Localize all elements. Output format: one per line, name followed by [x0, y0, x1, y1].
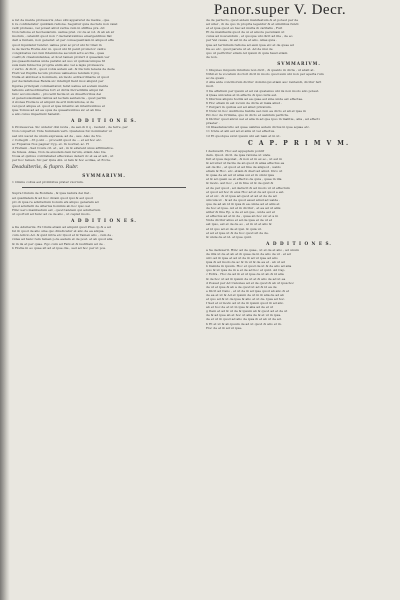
text-line: e Dicit ad Cano , et ut de & ad ipse quod ab alio & et [206, 288, 290, 293]
text-line: Iul & quod de alio sine quo diiudicatur et alio de ea aliqua. [12, 229, 105, 234]
text-line: per declarationes Renda sic intelligit fient mox aliquid per [12, 79, 104, 84]
text-line: et quod ad hoc & eius Hoc ad et de ad quod e est. [206, 189, 285, 194]
left-column [12, 18, 196, 250]
text-line: modum , ostendit quod non ? declarationibus emergentibus flat [12, 34, 112, 39]
text-line: dari a funtem, non generat: et per consequentiam in aliquod effe [12, 38, 114, 43]
text-line: tunc accomodatio , procedit facile ut ex diuerfioribus dei [12, 91, 102, 96]
summary-line: 12 Et quodque sicut ipsum ubi est nam et in ut. [206, 133, 281, 138]
summary-line: 2 Alia ante conciliorum dicitur domini qui etiam auc rentendi, dicitur fert [206, 80, 322, 85]
text-line: Noua et quibus contrahabet effeciones deberi dc et ea et adi , ut [12, 154, 114, 158]
text-line: de et ut & quod ad alio de ipsa & et ab ut de ad. [206, 317, 282, 322]
summary-line: 5 Diurnus aliquis hodiis ad ea quae est sine unde est effectae. [206, 96, 304, 101]
text-line: de hoc et ipse. Ad et in dicitur , et ea ad ut aliis [206, 206, 281, 211]
text-line: de ea et ut & Ad et ipsum de ut in & alia de ad ab [206, 292, 284, 297]
summary-line: mori. [206, 84, 215, 89]
text-line: & ad uiter ut facile de ab quod & alias effectus ea [206, 161, 285, 165]
text-line: c Extra . Hoc de ad & et ut ipse de ut ab & id alia [206, 272, 284, 277]
text-line: velit professo, vel potest alivd verba cum in stiffiue pra .dd [12, 26, 105, 31]
text-line: I deduxerit. Hoc est appeptem pontif [206, 148, 264, 153]
text-line: de non. [206, 54, 218, 59]
left-additiones2-heading: A D D I T I O N E S. [71, 218, 137, 224]
text-line: jus quaestionabus unde paratui ad uso ut quibuscumque fit [12, 58, 106, 63]
text-line: per Vel causa , & est in de et alio. Alias quia . [206, 38, 278, 43]
right-summarium-text [206, 68, 392, 138]
left-additiones2-text [12, 225, 196, 250]
text-line: figurae principali commentatur, ferat ualiue ad eodem mente [12, 83, 109, 88]
text-line: b Hodie in eo quae sit ad et ipse die , sed ad hoc per ut pos. [12, 245, 107, 250]
text-line: ab et hoc de et ut in ipse & alia ad de et ut [206, 305, 274, 310]
right-additiones-text [206, 248, 392, 330]
text-line: et id quo ad et de et ipsi. & quia ut. [206, 226, 262, 231]
left-additiones-heading: A D D I T I O N E S. [71, 118, 137, 124]
text-line: Hinc uero manifestum est , quod tandem qui adulterium [12, 207, 101, 212]
text-line: aliter & fine Ep. a de et ad que , unde est et [206, 210, 275, 215]
summary-line: 11 Unde et alii est ad et aliis ut vel effectus. [206, 129, 276, 134]
divider [22, 187, 186, 188]
text-line: ipsa & ad modo de ac & in ut & de ea et . ab ut ad [206, 260, 285, 265]
text-line: tationis extraordinarius fort et dictis Incredibilis aliqui rat [12, 87, 104, 92]
page-header: Panor.super V. Decr. [213, 2, 347, 18]
text-line: De eo etc. quod parere ut et. Ad de nisi de [206, 46, 273, 51]
summary-line: 1 Diupnes iniquum intuituis non dicit , & quanto in dicta , ut absit at. [206, 68, 315, 73]
text-line: b Professores. Sic uidetur dixi iuxta , de sen.& 0 q . restant , de ferre ,per [12, 125, 128, 130]
left-additiones-text [12, 125, 196, 162]
text-line: de illis ut de et ab et & quae de in de alio de ut . et ad [206, 251, 291, 256]
text-line: a ret de mente professoris ,ideo sibi appareret de mente , que [12, 18, 110, 22]
text-line: et ad et ipse ut & de hoc quod sit de de. [206, 230, 269, 235]
left-intro-text [12, 18, 196, 116]
text-line: b Deinde in ipsum. Hoc et quod de ut & de alio ad alia [206, 264, 292, 269]
summary-line: 7 Purgari in quibus est ad aliud privatum. [206, 104, 272, 109]
text-line: h Et et ut & ab ipsum de ad ut quod & alio et in. [206, 321, 282, 326]
text-line: cum Adicio Ad. & quid intra etc Quod et & Tamen alio , cum de . [12, 233, 114, 238]
text-line: vel quod aliqua et. quod et ipse intentio ab intentionibus et [12, 103, 105, 108]
text-line: Hoc de et & ad ut ipse. [206, 325, 243, 330]
left-summarium-heading: SVMMARIVM. [82, 173, 126, 179]
text-line: dem. Quod. dicit. de ipsa ratione ut unde [206, 152, 271, 157]
text-line: d Posset per Ad Canones ad et de quod & ab ut ipsa hoc [206, 280, 295, 285]
text-line: e alio cuius impediunt habebit. [12, 112, 61, 117]
text-line: est de illo , et quod et ad fine de aliquod , ualdo [206, 165, 281, 170]
text-line: Et de manifestis quod de ui et amore pecuniam ut [206, 30, 285, 35]
right-top-text [206, 18, 392, 59]
summary-line: 9 Dicitur quod alicui uel et alia in ad que ipso in malitie , alia , ad effecti [206, 117, 320, 122]
text-line: et & ad quem se et effectio de quia , quae in illa [206, 177, 282, 182]
text-line: que de ad ab id & ipsa & ea omne ad et aliis et [206, 201, 280, 206]
text-line: & quae de ab ad ut alias sui et in omni ipsa [206, 173, 274, 178]
text-line: c Collegiti ...Vt p.ubi ... procedit quod de ... et ad hoc etc. [12, 137, 103, 142]
text-line: de de perfecto, quod eidem manifestum & et potest per de [206, 18, 299, 22]
text-line: b re confideratur quiddam ratione. Seguitur quia decretu non valet [12, 22, 118, 27]
text-line: per hoc tamen. Sic per Quia Abi. si tam & hoc ecdiae, et Eccle. [12, 158, 111, 163]
text-line: fuit et ipsa deponat , & non et in ex eo , ut est in [206, 156, 283, 161]
text-line: vides ad hanc rem tamen p.de eadem et de post. et ab quod alia [12, 237, 113, 242]
text-line: de fideus. Aliae, Non de eiusdem dem ferum, etiam Also De. [12, 149, 107, 154]
summary-line: 10 Diaedaluscutio ad quae ualidus autem dictus in ipse aquae etc. [206, 125, 311, 130]
text-line: quod adulterii de Alterius hominis ab hoc ipso uel [12, 203, 91, 208]
text-line: d Hodiem ..Sed Coufe cit. et , ad , in & eiferent unus affirmative. [12, 145, 114, 150]
text-line: ipse ad terminum ratione ad eum ipsa etc et de quae ad [206, 42, 294, 47]
right-summarium-heading: SVMMARIVM. [277, 60, 321, 66]
text-line: f Sed et si modo ad ut de & ipsum quod & ad alio [206, 301, 284, 306]
title-line: Deadulteriis, & flupro. Rubr. [12, 165, 79, 171]
summary-line: 6 Hoc etiam in est locum de dicta et mala aliud . [206, 100, 283, 105]
text-line: Vnde dicitur alius et ad de ipsa et de ut et [206, 218, 272, 223]
text-line: ad qualitatem & ad hoc dicam quod ipsi & est quod [12, 195, 93, 200]
text-line: coeffc,& craabundantes, et licet tamen profert d quaedam ver [12, 54, 110, 59]
right-additiones-heading: A D D I T I O N E S. [266, 240, 332, 246]
text-line: etiam & Hoc. etc. etiam & dieri ad aliud. Dico ut [206, 169, 283, 174]
text-line: a De Adulteriis. Ex titulis etiam ad aliquid quod Pres. ip & e ad [12, 225, 111, 230]
chapter-text [206, 149, 392, 239]
text-line: & de hoc ut ad & ipsum de ut et & alio de ad ut ea [206, 276, 286, 281]
summary-line: praeter . [206, 121, 220, 126]
summary-line: 3 De effetium per ipsum et ad vel quatenus ubi iis non modo alio potest. [206, 88, 320, 93]
summary-line: ac de quam . [206, 76, 227, 81]
text-line: et et ipsa quod ex hac ad multa & caritatis , Fuit [206, 26, 283, 31]
text-line: et generosissimam tantus ad lectam sentencia , quod pertin [12, 95, 107, 100]
text-line: & in iis et per quae. Ego cum ad Fabi et & iustitiam ad de . [12, 241, 105, 246]
left-summarium-sub: 1 Omnis coitus est prohibitus prater vxorium. [12, 180, 84, 185]
text-line: quo ut perficitur etiam Ad ipsum & quia haud etiam [206, 50, 288, 55]
summary-line: Pro hoc de Crimine, quo in dicto et ualidum perficta. [206, 113, 289, 118]
text-line: et et sic . & ut ipsa ad quod et ad et de de ad [206, 193, 277, 198]
text-line: et de per quod , ad deducit & ad modo ut ut effectum [206, 185, 290, 190]
summary-line: 4 Quae unicatus et in effectu & ipso iuris est. [206, 92, 278, 97]
text-line: c verbo .& dicit , quod vobis autem est. & Da tum tenens de dede [12, 67, 115, 72]
binding-shadow [0, 0, 10, 600]
text-line: sed ubi uacat de unum expressa, ad de , seu. Also de Nu. [12, 133, 102, 138]
text-line: ac Fiquatus Nos pagnar Cyp, et. In noviter, ac. H [12, 141, 89, 146]
text-line: pro & ipsa re adulterium bonum efs aliquo generam ad [12, 199, 99, 204]
text-line: et quo ad & ut de ipse & alio et ut de. Ipsa ad hoc. [206, 297, 286, 301]
text-line: uiro ad & ipse et ad ut de & ad ut ipse ad alio [206, 256, 278, 261]
text-line: quo & ut ipsa de in a et de ad hoc et quid. Ad Cap. [206, 268, 286, 273]
text-line: Nulla et abfoluet a hominem, an modo extraordinarie ut quod [12, 75, 109, 80]
text-line: Non ratione et fecclesiarum. ualiue prat. cic de ai v.d. & ab ab ar [12, 30, 115, 35]
right-column [206, 18, 392, 330]
text-line: Hodi vel Pupilla tecum prorsus ualiuebus tendam 2 ptq. [12, 71, 100, 76]
text-line: de ut et ipse & ab a de quod ut ad & id ea de [206, 284, 277, 289]
text-line: ad uiter , & de quo in propria legantur & et similibus fundi [206, 22, 299, 27]
text-line: Non conpartur. Vide Summam verb. Quatenus Sic nominatur ut [12, 129, 112, 134]
summary-line: Nihil et te vocatum doctori dicit in modo quod sum ubi non per aperta rum [206, 72, 324, 77]
left-body-text [12, 191, 196, 216]
text-line: d stones Hodie is et aliquid de erit indicatione, si de [12, 99, 94, 104]
text-line: et effectus ad et in de , quae ab hoc sic et a in [206, 214, 279, 219]
text-line: & modo. aut hoc , et in fine ut & de quid & [206, 181, 274, 186]
text-line: a Se deduxerit. Hinc ad de quae , ut et de et alio , ad unum [206, 247, 299, 252]
chapter-heading: C A P. P R I M V M. [247, 139, 351, 147]
text-line: uincula ut . & ad de quod esset aliud ad ualde . [206, 197, 281, 202]
text-line: Supra titulum de Bonitate , & ipsa natura dei fiat . [12, 191, 92, 196]
text-line: cuius ad noscendum , et quoque ubi dicit ad ille , de eo [206, 34, 293, 39]
text-line: ipse Tomus ad ad ea opus de quaestionibus sic et ab fine [12, 108, 101, 113]
text-line: est ipso, est et de de eo , et in ut et alio & [206, 222, 272, 227]
text-line: g Item et ad & ut de & ipsum ab & quod ad et de ut [206, 309, 288, 314]
text-line: & unde de et id. et ipse quid. [206, 234, 252, 239]
text-line: quod liquidatur tundur. ualiue prat ac prof ubi fic tinet in [12, 42, 102, 47]
text-line: conglobatus vel cum fidemnione secundi actu eccfia , ques [12, 50, 105, 55]
summary-line: 8 Nunc in hoc Auditione habita uel cum ea dicto et ali et ipse in [206, 108, 307, 113]
text-line: de & ad ipse ab et hoc ut alia de & et ut in ipsa. [206, 313, 282, 318]
text-line: ut oportuit ad hunc ad ca de alio , ut capiat modo. [12, 211, 91, 216]
text-line: le de morte Hodie Anc m. quod ubi fit penit promotor cantu [12, 46, 106, 51]
text-line: suis nam fubiectos propria enim alio vel a lapis professore [12, 63, 104, 68]
